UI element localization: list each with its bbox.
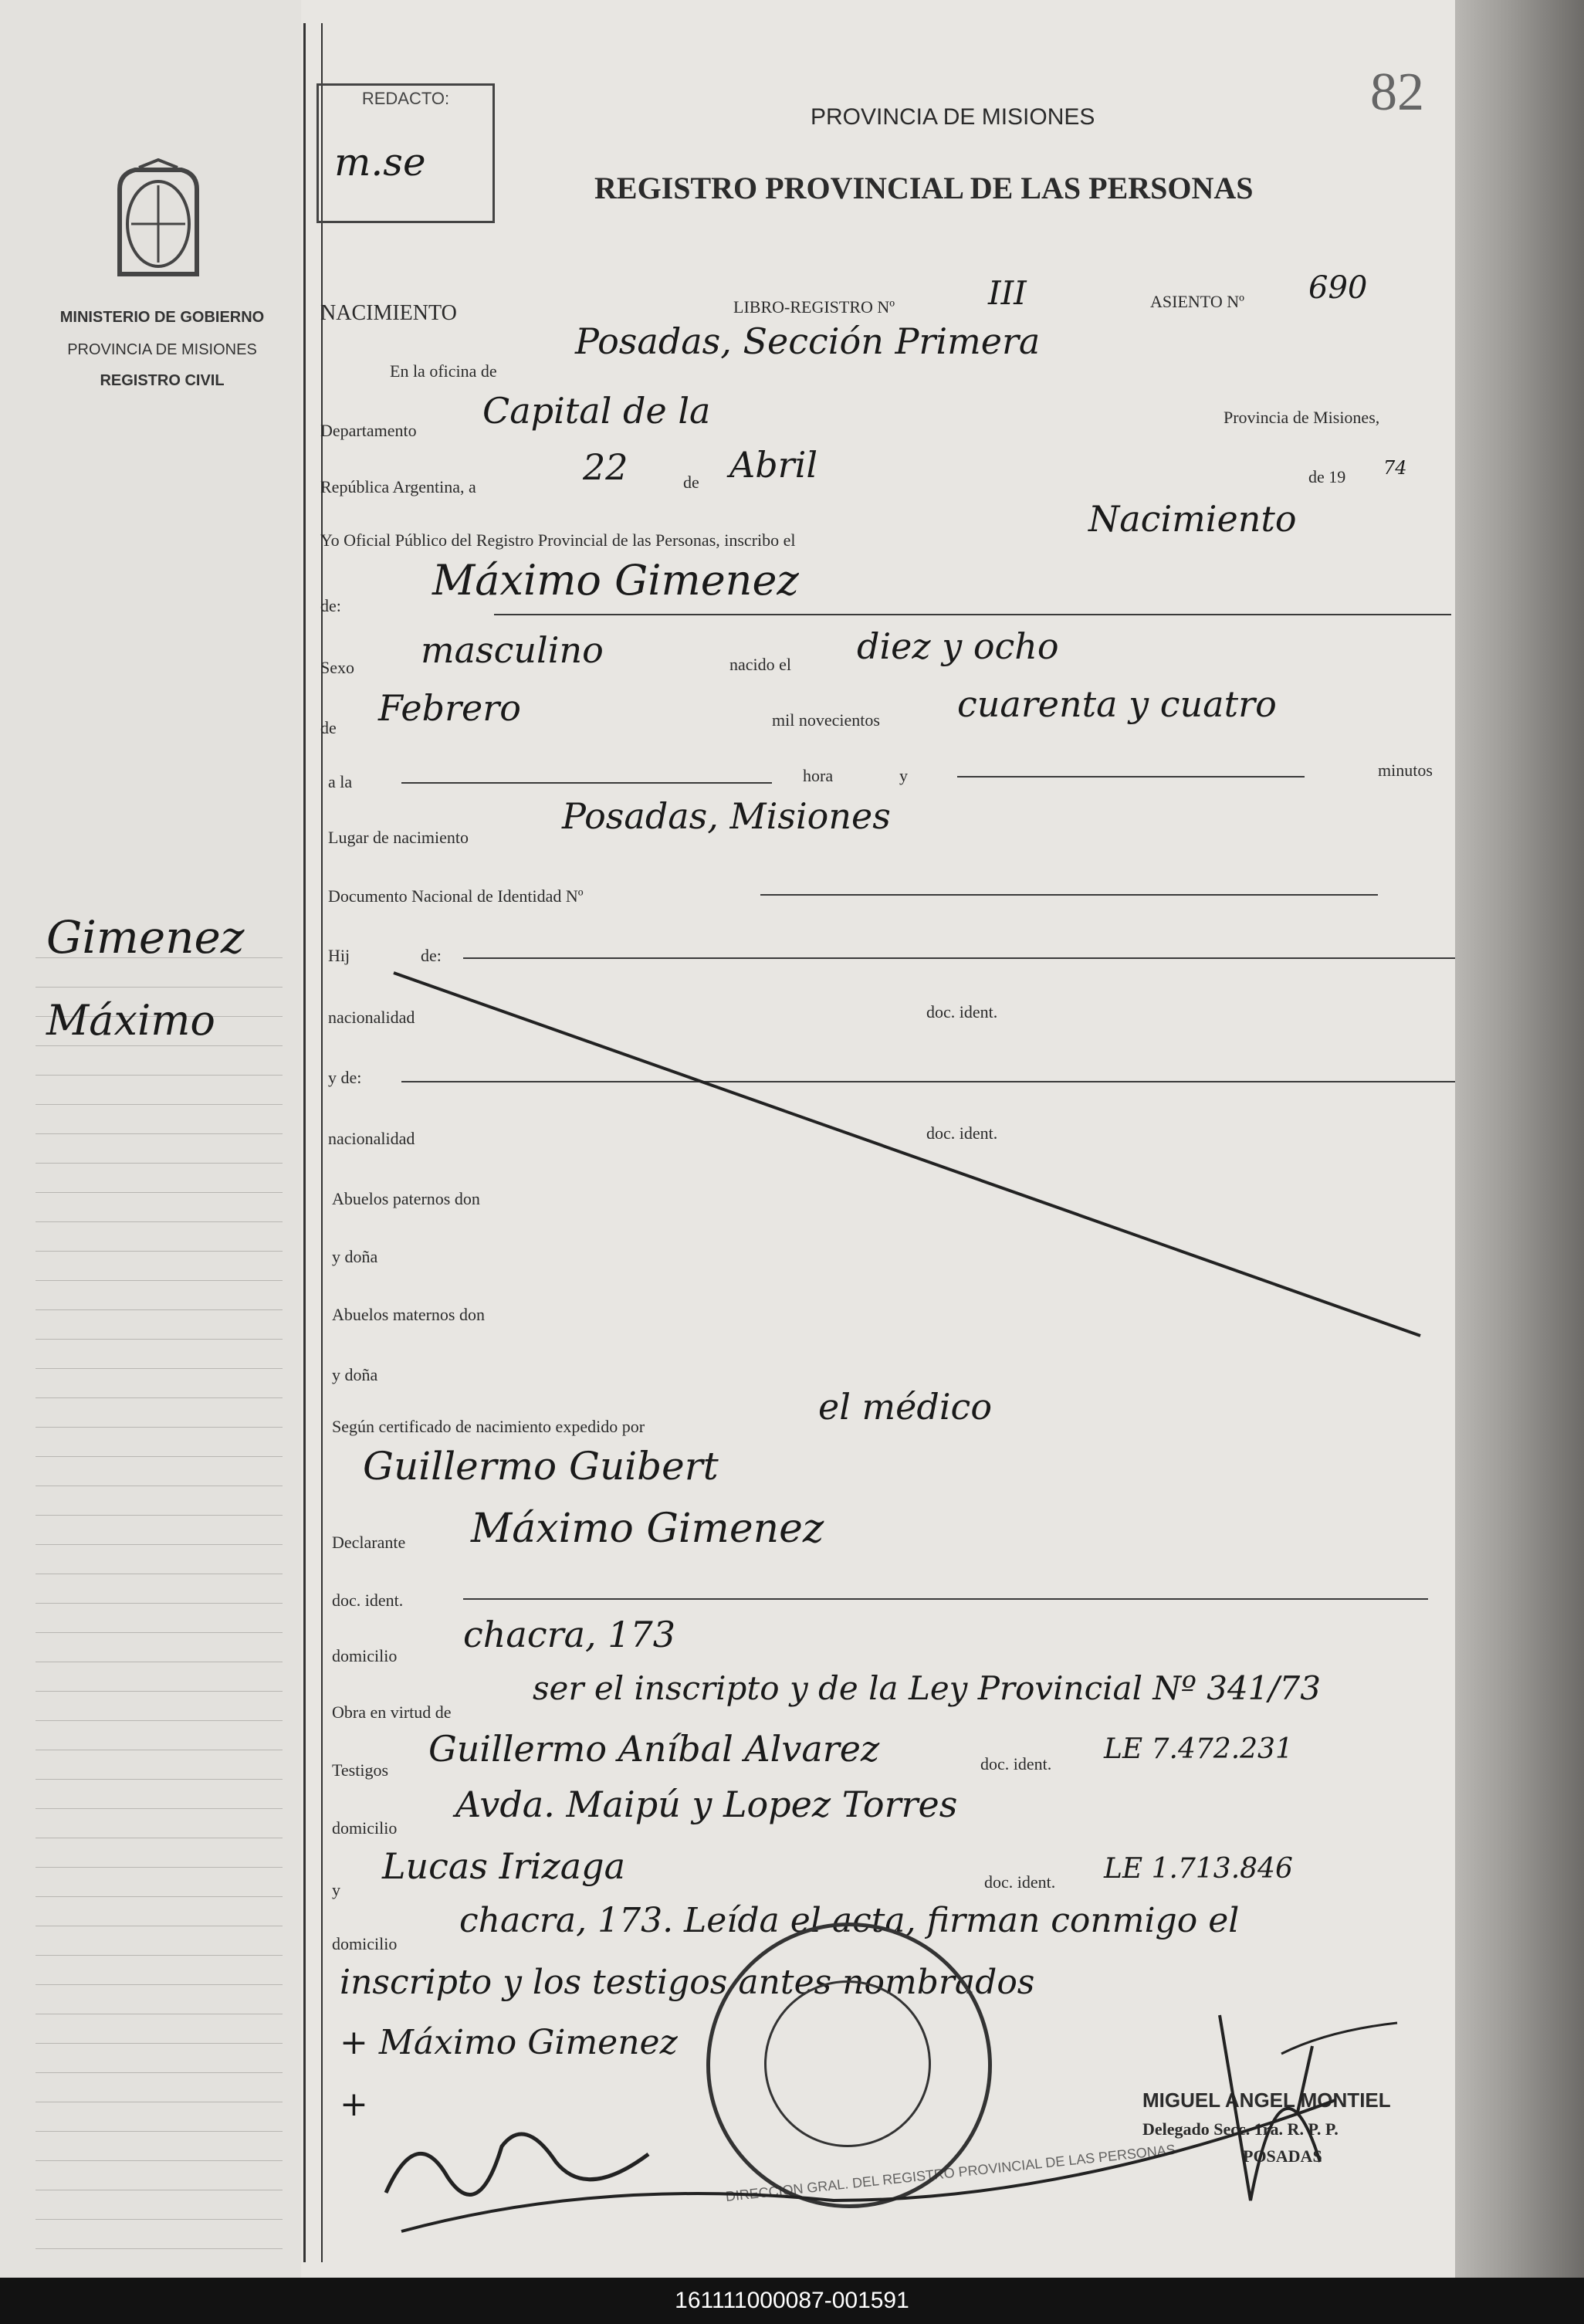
margin-rule [36,1163,283,1164]
margin-rule [36,1045,283,1046]
label-y-de: y de: [328,1068,362,1087]
margin-rule [36,2043,283,2044]
label-nacido: nacido el [729,655,792,674]
margin-surname: Gimenez [46,911,245,964]
label-mil: mil novecientos [772,710,880,730]
value-domicilio: chacra, 173 [463,1614,676,1655]
margin-rule [36,1251,283,1252]
underline-hora [401,782,772,784]
ministry-line-2: PROVINCIA DE MISIONES [67,341,257,358]
value-anio-nac: cuarenta y cuatro [957,683,1277,725]
margin-rule [36,1984,283,1985]
label-y-t2: y [332,1880,340,1899]
label-de-year: de 19 [1308,467,1346,486]
label-oficina: En la oficina de [390,361,497,381]
label-doc-ident-2: doc. ident. [926,1123,998,1143]
label-de-name: de: [320,596,341,615]
margin-rule [36,1427,283,1428]
underline-name [494,614,1451,615]
margin-rule [36,1397,283,1398]
value-libro: III [988,274,1027,312]
label-obra: Obra en virtud de [332,1702,452,1722]
label-domicilio-t2: domicilio [332,1934,398,1953]
label-departamento: Departamento [320,421,417,440]
value-anio: 74 [1383,457,1407,479]
value-nombre: Máximo Gimenez [432,556,799,605]
page-edge [1455,0,1584,2278]
margin-rule [36,1779,283,1780]
value-firma1: + Máximo Gimenez [340,2023,678,2062]
margin-rule [36,1368,283,1369]
margin-rule [36,1867,283,1868]
margin-rule [36,2160,283,2161]
label-doc-ident-declarante: doc. ident. [332,1591,404,1610]
label-de-parent: de: [421,946,442,965]
margin-rule [36,2072,283,2073]
value-doc2: LE 1.713.846 [1104,1853,1293,1885]
margin-rule [36,1603,283,1604]
margin-rule [36,1221,283,1222]
margin-rule [36,987,283,988]
value-certificado-por: el médico [818,1386,993,1428]
value-departamento: Capital de la [482,390,711,432]
label-lugar: Lugar de nacimiento [328,828,469,847]
margin-rule [36,1691,283,1692]
margin-rule [36,2131,283,2132]
value-medico: Guillermo Guibert [363,1444,719,1489]
label-declarante: Declarante [332,1533,406,1552]
label-republica: República Argentina, a [320,477,476,496]
margin-rule [36,2248,283,2249]
label-testigos: Testigos [332,1760,389,1780]
underline-minutos [957,776,1305,777]
official-city: POSADAS [1243,2146,1322,2166]
value-testigo2: Lucas Irizaga [382,1845,625,1887]
provincial-seal-icon [96,158,220,282]
value-mes: Abril [729,444,818,486]
margin-rule [36,1720,283,1721]
ministry-line-1: MINISTERIO DE GOBIERNO [59,309,265,326]
margin-rule [36,1104,283,1105]
value-mes-nac: Febrero [378,687,521,729]
underline-hij [463,957,1455,959]
document-id-footer: 161111000087-001591 [0,2278,1584,2324]
label-provincia: Provincia de Misiones, [1224,408,1380,427]
label-nacionalidad: nacionalidad [328,1008,415,1027]
label-abuelos-paternos: Abuelos paternos don [332,1189,480,1208]
label-oficial: Yo Oficial Público del Registro Provincial de las Personas, inscribo el [320,530,796,550]
margin-rule [36,1955,283,1956]
label-asiento: ASIENTO Nº [1150,292,1244,311]
value-oficina: Posadas, Sección Primera [575,320,1041,362]
margin-rule [36,1133,283,1134]
label-y-dona: y doña [332,1247,378,1266]
value-acto: Nacimiento [1088,498,1297,540]
margin-rule [36,1544,283,1545]
underline-documento [760,894,1378,896]
strike-line [386,965,1436,1351]
redacto-box [316,83,495,223]
label-doc-ident-t2: doc. ident. [984,1872,1056,1892]
value-domicilio2: chacra, 173. Leída el acta, firman conmigo el [459,1901,1240,1940]
label-doc-ident-t1: doc. ident. [980,1754,1052,1773]
label-y: y [899,766,908,785]
margin-rule [36,1075,283,1076]
margin-rule [36,1632,283,1633]
margin-rule [36,1309,283,1310]
margin-rule [36,1192,283,1193]
label-nacionalidad-2: nacionalidad [328,1129,415,1148]
value-firma2: + [340,2085,368,2124]
label-hij: Hij [328,946,350,965]
ministry-line-3: REGISTRO CIVIL [100,372,225,389]
label-de: de [683,473,699,492]
margin-rule [36,1280,283,1281]
page-number: 82 [1370,63,1424,122]
margin-rule [36,1339,283,1340]
label-y-dona-2: y doña [332,1365,378,1384]
underline-doc-ident [463,1598,1428,1600]
official-role: Delegado Secc. 1ra. R. P. P. [1142,2119,1339,2139]
signatures-icon [371,2007,1498,2239]
redacto-label: REDACTO: [361,89,450,108]
stamp-text: DIRECCION GRAL. DEL REGISTRO PROVINCIAL DE LAS PERSONAS [724,2141,1176,2204]
value-lugar: Posadas, Misiones [562,795,891,837]
label-domicilio-t1: domicilio [332,1818,398,1838]
header-title: REGISTRO PROVINCIAL DE LAS PERSONAS [594,171,1254,205]
label-hora: hora [803,766,834,785]
value-obra: ser el inscripto y de la Ley Provincial Nº 341/73 [533,1669,1321,1707]
margin-given-name: Máximo [46,996,215,1045]
label-libro: LIBRO-REGISTRO Nº [733,297,895,317]
margin-rule [36,2219,283,2220]
label-a-la: a la [328,772,353,791]
label-de-month: de [320,718,337,737]
value-sexo: masculino [421,629,604,671]
official-name: MIGUEL ANGEL MONTIEL [1142,2089,1391,2112]
margin-rule [36,1808,283,1809]
label-sexo: Sexo [320,658,354,677]
label-documento: Documento Nacional de Identidad Nº [328,886,584,906]
label-abuelos-maternos: Abuelos maternos don [332,1305,485,1324]
value-asiento: 690 [1308,270,1368,306]
margin-rule [36,1515,283,1516]
value-declarante: Máximo Gimenez [471,1506,824,1552]
label-doc-ident: doc. ident. [926,1002,998,1021]
label-nacimiento: NACIMIENTO [320,301,457,325]
value-dia: 22 [583,446,628,488]
margin-rule [36,1896,283,1897]
margin-rule [36,1456,283,1457]
label-minutos: minutos [1378,761,1433,780]
header-province: PROVINCIA DE MISIONES [811,104,1095,130]
value-testigo1: Guillermo Aníbal Alvarez [428,1728,880,1770]
margin-border-inner [321,23,323,2262]
value-nacido: diez y ocho [857,625,1059,667]
value-closing: inscripto y los testigos antes nombrados [340,1963,1035,2002]
redacto-initials: m.se [334,140,426,185]
value-doc1: LE 7.472.231 [1104,1733,1293,1765]
label-segun: Según certificado de nacimiento expedido por [332,1417,645,1436]
label-domicilio: domicilio [332,1646,398,1665]
margin-border-outer [303,23,306,2262]
value-domicilio1: Avda. Maipú y Lopez Torres [455,1784,958,1825]
